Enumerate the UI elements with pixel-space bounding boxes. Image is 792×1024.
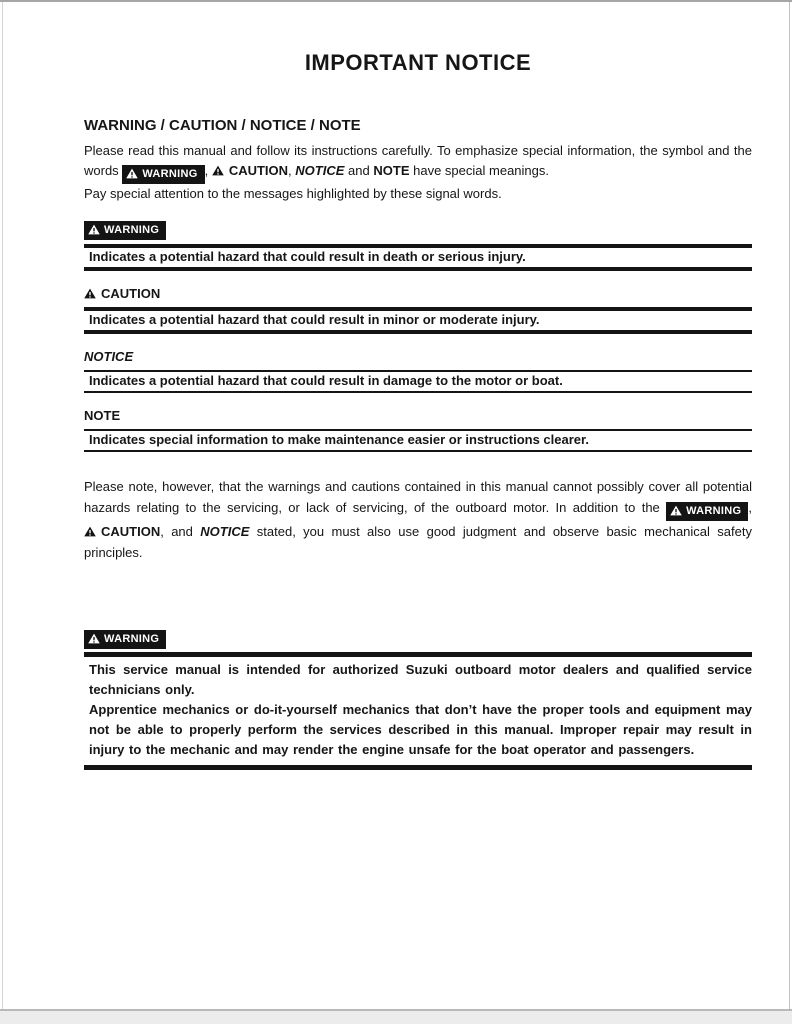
rule-thin — [84, 450, 752, 452]
caution-label-inline — [212, 161, 288, 181]
signal-description: Indicates a potential hazard that could result in damage to the motor or boat. — [89, 373, 563, 388]
page-title: IMPORTANT NOTICE — [304, 50, 532, 75]
rule-thick — [84, 267, 752, 271]
punct: , — [748, 500, 752, 515]
punct: , — [288, 163, 292, 178]
caution-label-text: CAUTION — [228, 163, 289, 178]
rule-thick — [84, 330, 752, 334]
note-label-inline: NOTE — [373, 163, 410, 178]
middle-paragraph — [84, 476, 752, 563]
middle-lead: Please note, however, that the warnings and cautions contained in this manual cannot possibly cover all potential hazards relating to the servicing, or lack of servicing, of the outboard motor. In addition to the — [84, 479, 752, 515]
warning-badge-label: WARNING — [686, 505, 742, 517]
warning-triangle-icon — [126, 168, 138, 181]
warning-badge — [122, 165, 204, 184]
warning-badge-label: WARNING — [104, 633, 160, 645]
page-content — [84, 0, 752, 770]
signal-block-note — [84, 407, 752, 452]
caution-label — [84, 286, 160, 301]
warning-triangle-icon — [84, 286, 96, 301]
signal-description: Indicates a potential hazard that could result in death or serious injury. — [89, 249, 526, 264]
punct: , — [204, 163, 209, 178]
intro-second-line: Pay special attention to the messages highlighted by these signal words. — [84, 186, 502, 201]
bottom-warning-box — [84, 627, 752, 770]
notice-label-inline: NOTICE — [295, 163, 345, 178]
warning-triangle-icon — [88, 633, 100, 646]
signal-label-row — [84, 348, 752, 366]
bottom-warning-paragraph-2: Apprentice mechanics or do-it-yourself mechanics that don’t have the proper tools and equipment may not be able to properly perform the services described in this manual. Improper repair may result in injury to the mechanic and may render the engine unsafe for the boat operator and passengers. — [89, 702, 752, 757]
scan-edge-right — [789, 2, 790, 1009]
signal-description: Indicates a potential hazard that could result in minor or moderate injury. — [89, 312, 540, 327]
note-label: NOTE — [84, 408, 121, 423]
warning-badge-label: WARNING — [104, 224, 160, 236]
warning-triangle-icon — [670, 505, 682, 518]
caution-label-inline — [84, 521, 160, 542]
conjunction: and — [348, 163, 370, 178]
warning-badge — [666, 502, 748, 521]
warning-triangle-icon — [84, 521, 96, 542]
signal-block-warning — [84, 218, 752, 271]
warning-badge — [84, 630, 166, 649]
notice-label-inline: NOTICE — [200, 524, 250, 539]
signal-block-notice — [84, 348, 752, 393]
warning-triangle-icon — [88, 224, 100, 237]
rule-thin — [84, 391, 752, 393]
scan-edge-left — [2, 2, 3, 1009]
punct: , and — [160, 524, 193, 539]
bottom-warning-text — [84, 657, 752, 765]
signal-block-caution — [84, 285, 752, 334]
signal-label-row — [84, 627, 752, 649]
warning-triangle-icon — [212, 161, 224, 181]
intro-paragraph — [84, 141, 752, 204]
signal-label-row — [84, 407, 752, 425]
warning-badge-label: WARNING — [142, 168, 198, 180]
notice-label: NOTICE — [84, 349, 134, 364]
signal-description: Indicates special information to make maintenance easier or instructions clearer. — [89, 432, 589, 447]
signal-label-row — [84, 218, 752, 240]
caution-label-text: CAUTION — [101, 524, 161, 539]
bottom-warning-paragraph-1: This service manual is intended for authorized Suzuki outboard motor dealers and qualified service technicians only. — [89, 662, 752, 697]
signal-label-row — [84, 285, 752, 303]
rule-heavy — [84, 765, 752, 770]
warning-badge — [84, 221, 166, 240]
section-heading: WARNING / CAUTION / NOTICE / NOTE — [84, 117, 361, 134]
intro-lead: Please read this manual and follow its instructions carefully. To emphasize special information, the symbol and the words — [84, 143, 752, 178]
scan-bottom-strip — [0, 1011, 792, 1024]
middle-tail: stated, you must also use good judgment and observe basic mechanical safety principles. — [84, 524, 752, 560]
caution-label-text: CAUTION — [101, 286, 161, 301]
intro-tail: have special meanings. — [413, 163, 549, 178]
